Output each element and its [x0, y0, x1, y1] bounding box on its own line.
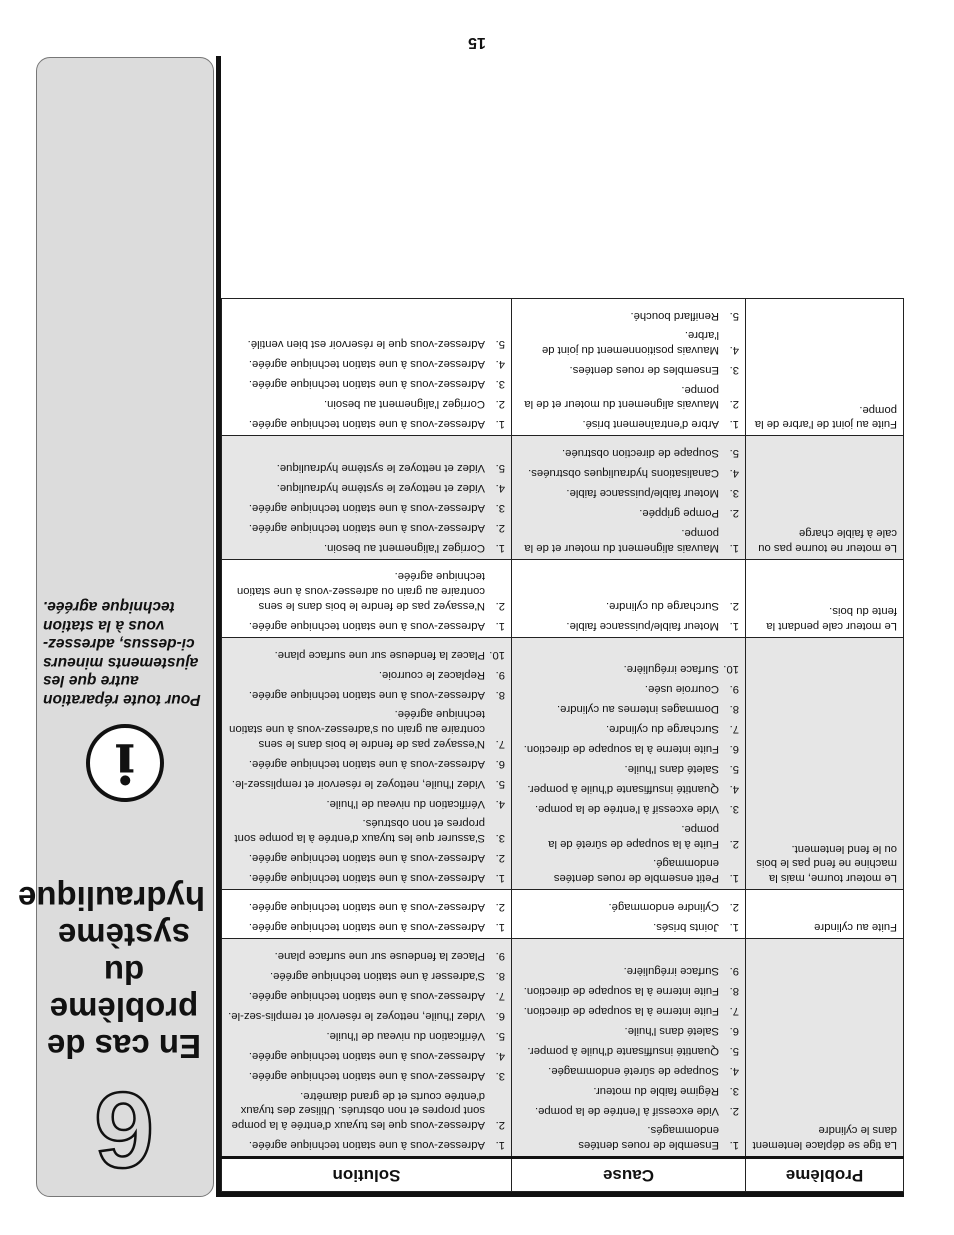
- solution-item-number: 2.: [495, 599, 505, 612]
- solution-item-text: Adressez-vous que les tuyaux d'entrée à la pompe sont propres et non obstrués. Utilisez des tuyaux d'entrée courts et de grand diamètre.: [231, 1089, 485, 1131]
- cause-item-number: 3.: [729, 363, 739, 376]
- table-row: [222, 637, 904, 889]
- problem-cell: Le moteur cale pendant la fente du bois.: [746, 559, 904, 637]
- cause-item-text: Pompe grippée.: [639, 507, 719, 520]
- cause-item-text: Vide excessif à l'entrée de la pompe.: [534, 1104, 719, 1117]
- cause-item-text: Surcharge du cylindre.: [605, 599, 719, 612]
- table-body: [222, 298, 904, 1157]
- cause-item-number: 4.: [729, 783, 739, 796]
- solution-cell: [222, 436, 512, 559]
- cause-item-text: Ensemble de roues dentées endommagés.: [578, 1124, 719, 1151]
- solution-item-number: 1.: [495, 871, 505, 884]
- solution-item-text: Adressez-vous que le réservoir est bien ventilé.: [247, 338, 485, 351]
- cause-cell: [512, 889, 746, 938]
- cause-item-text: Mauvais positionnement du joint de l'arbre.: [541, 329, 719, 356]
- solution-item: [228, 460, 505, 475]
- cause-item-number: 1.: [729, 619, 739, 632]
- cause-item-text: Cylindre endommagé.: [608, 900, 719, 913]
- cause-item-text: Petit ensemble de roues dentées endommagé.: [553, 857, 719, 884]
- cause-item: [518, 505, 739, 520]
- cause-item: [518, 308, 739, 323]
- solution-item-text: Videz l'huile, nettoyez le réservoir et remplis-sez-le.: [228, 1009, 485, 1022]
- cause-item-text: Vide excessif à l'entrée de la pompe.: [534, 803, 719, 816]
- cause-item-text: Surface irrégulière.: [623, 964, 719, 977]
- cause-item-text: Saleté dans l'huile.: [624, 763, 719, 776]
- cause-item: [518, 416, 739, 431]
- solution-item-number: 5.: [495, 338, 505, 351]
- solution-item-number: 1.: [495, 619, 505, 632]
- information-icon: i: [86, 724, 164, 802]
- solution-item-number: 4.: [495, 481, 505, 494]
- cause-item-number: 2.: [729, 599, 739, 612]
- cause-item-text: Ensembles de roues dentées.: [569, 363, 719, 376]
- cause-item-number: 5.: [729, 309, 739, 322]
- solution-item-number: 1.: [495, 541, 505, 554]
- problem-cell: Le moteur tourne, mais la machine ne fend pas le bois ou le fend lentement.: [746, 637, 904, 889]
- solution-item: [228, 899, 505, 914]
- cause-item-text: Saleté dans l'huile.: [624, 1024, 719, 1037]
- solution-item-text: Adressez-vous à une station technique agréée.: [248, 871, 485, 884]
- table-row: [222, 938, 904, 1157]
- solution-item-text: Adressez-vous à une station technique agréée.: [248, 418, 485, 431]
- cause-item: [518, 1123, 739, 1152]
- solution-item-number: 3.: [495, 831, 505, 844]
- cause-item-number: 5.: [729, 1044, 739, 1057]
- cause-item-text: Fuite interne à la soupape de direction.: [523, 743, 719, 756]
- solution-list: [228, 460, 505, 555]
- solution-item: [228, 480, 505, 495]
- solution-item-number: 5.: [495, 461, 505, 474]
- chapter-title: En cas de problème du système hydraulique: [17, 880, 205, 1065]
- solution-item-number: 3.: [495, 1069, 505, 1082]
- cause-item-number: 5.: [729, 763, 739, 776]
- solution-item-number: 6.: [495, 1009, 505, 1022]
- solution-item-text: Adressez-vous à une station technique agréée.: [248, 521, 485, 534]
- cause-item-text: Surface irrégulière.: [623, 663, 719, 676]
- solution-cell: [222, 637, 512, 889]
- cause-item: [518, 781, 739, 796]
- cause-cell: [512, 298, 746, 436]
- cause-item-number: 4.: [729, 1064, 739, 1077]
- solution-item: [228, 968, 505, 983]
- cause-item-number: 1.: [729, 541, 739, 554]
- solution-list: [228, 336, 505, 431]
- cause-item-text: Quantité insuffisante d'huile à pomper.: [527, 783, 719, 796]
- solution-item-text: Adressez-vous à une station technique agréée.: [248, 989, 485, 1002]
- cause-item-number: 7.: [729, 1004, 739, 1017]
- solution-item-text: Adressez-vous à une station technique agréée.: [248, 1139, 485, 1151]
- solution-item: [228, 816, 505, 845]
- solution-item-text: Placez la fendeuse sur une surface plane.: [274, 648, 485, 661]
- cause-item-number: 2.: [729, 837, 739, 850]
- solution-item-number: 8.: [495, 969, 505, 982]
- solution-item-number: 7.: [495, 737, 505, 750]
- solution-item: [228, 336, 505, 351]
- solution-item-text: Adressez-vous à une station technique agréée.: [248, 378, 485, 391]
- solution-item: [228, 667, 505, 682]
- solution-item: [228, 500, 505, 515]
- cause-item-text: Surcharge du cylindre.: [605, 723, 719, 736]
- solution-item-number: 2.: [495, 521, 505, 534]
- cause-list: [518, 963, 739, 1152]
- solution-item-number: 2.: [495, 1119, 505, 1131]
- solution-item-number: 5.: [495, 1029, 505, 1042]
- cause-item-text: Dommages internes au cylindre.: [557, 703, 719, 716]
- solution-list: [228, 647, 505, 885]
- cause-item-number: 8.: [729, 703, 739, 716]
- solution-item: [228, 707, 505, 751]
- cause-list: [518, 598, 739, 633]
- table-row: [222, 436, 904, 559]
- cause-item-text: Fuite interne à la soupape de direction.: [523, 984, 719, 997]
- cause-item-text: Courroie usée.: [644, 683, 719, 696]
- cause-item: [518, 681, 739, 696]
- solution-item: [228, 1048, 505, 1063]
- cause-item: [518, 1063, 739, 1078]
- solution-item: [228, 416, 505, 431]
- solution-item: [228, 687, 505, 702]
- cause-item: [518, 1083, 739, 1098]
- solution-item: [228, 647, 505, 662]
- cause-cell: [512, 436, 746, 559]
- cause-item-text: Mauvais alignement du moteur et de la pompe.: [524, 526, 719, 554]
- cause-item-text: Mauvais alignement du moteur et de la pompe.: [524, 383, 719, 411]
- table-header-row: [222, 1158, 904, 1192]
- cause-item: [518, 963, 739, 978]
- solution-item: [228, 919, 505, 934]
- cause-item-number: 5.: [729, 447, 739, 460]
- solution-item-text: Adressez-vous à une station technique agréée.: [248, 920, 485, 933]
- cause-item: [518, 1103, 739, 1118]
- cause-item-number: 3.: [729, 803, 739, 816]
- cause-item-number: 4.: [729, 343, 739, 356]
- cause-item-number: 2.: [729, 1104, 739, 1117]
- table-row: [222, 559, 904, 637]
- header-solution: Solution: [222, 1158, 512, 1192]
- cause-item-text: Fuite interne à la soupape de direction.: [523, 1004, 719, 1017]
- solution-item-number: 2.: [495, 851, 505, 864]
- cause-item: [518, 618, 739, 633]
- solution-item: [228, 756, 505, 771]
- solution-item-number: 1.: [495, 418, 505, 431]
- header-problem: Problème: [746, 1158, 904, 1192]
- solution-item-number: 1.: [495, 1139, 505, 1151]
- solution-list: [228, 569, 505, 633]
- cause-item: [518, 465, 739, 480]
- chapter-number: 6: [93, 1070, 155, 1191]
- solution-item: [228, 988, 505, 1003]
- solution-item-text: Adressez-vous à une station technique agréée.: [248, 757, 485, 770]
- cause-item-text: Joints brisés.: [653, 920, 719, 933]
- cause-item-text: Fuite à la soupape de sûreté de la pompe.: [548, 822, 719, 850]
- solution-item: [228, 1028, 505, 1043]
- cause-item: [518, 1023, 739, 1038]
- cause-item-text: Reniflard bouché.: [630, 309, 719, 322]
- table-row: [222, 889, 904, 938]
- solution-item-text: Vérification du niveau de l'huile.: [326, 1029, 485, 1042]
- cause-item: [518, 856, 739, 885]
- solution-item-number: 1.: [495, 920, 505, 933]
- cause-item: [518, 801, 739, 816]
- cause-item: [518, 328, 739, 357]
- solution-item-text: Adressez-vous à une station technique agréée.: [248, 900, 485, 913]
- solution-item-number: 4.: [495, 1049, 505, 1062]
- problem-cell: La tige se déplace lentement dans le cylindre: [746, 938, 904, 1157]
- solution-item-number: 8.: [495, 688, 505, 701]
- cause-item-text: Canalisations hydrauliques obstruées.: [528, 467, 719, 480]
- cause-item: [518, 919, 739, 934]
- solution-cell: [222, 298, 512, 436]
- solution-item-number: 6.: [495, 757, 505, 770]
- cause-item-number: 3.: [729, 487, 739, 500]
- cause-cell: [512, 637, 746, 889]
- cause-item-number: 1.: [729, 418, 739, 431]
- solution-cell: [222, 559, 512, 637]
- header-cause: Cause: [512, 1158, 746, 1192]
- solution-item-text: N'essayez pas de fendre le bois dans le sens contraire au grain ou s'adressez-vous à une station technique agréée.: [229, 708, 485, 750]
- cause-item-number: 6.: [729, 743, 739, 756]
- solution-list: [228, 899, 505, 934]
- cause-item-number: 2.: [729, 900, 739, 913]
- solution-item-number: 2.: [495, 900, 505, 913]
- cause-item-text: Moteur faible/puissance faible.: [566, 619, 719, 632]
- cause-item: [518, 362, 739, 377]
- solution-item-number: 3.: [495, 378, 505, 391]
- cause-item-text: Régime faible du moteur.: [593, 1084, 719, 1097]
- solution-list: [228, 948, 505, 1152]
- cause-cell: [512, 938, 746, 1157]
- solution-item-text: Adressez-vous à une station technique agréée.: [248, 1069, 485, 1082]
- solution-item: [228, 1068, 505, 1083]
- solution-item: [228, 1008, 505, 1023]
- cause-item-number: 1.: [729, 920, 739, 933]
- cause-item-text: Quantité insuffisante d'huile à pomper.: [527, 1044, 719, 1057]
- solution-item-text: Corrigez l'alignement au besoin.: [323, 398, 485, 411]
- cause-cell: [512, 559, 746, 637]
- solution-item: [228, 520, 505, 535]
- cause-item: [518, 598, 739, 613]
- cause-item: [518, 1043, 739, 1058]
- problem-cell: Le moteur ne tourne pas ou cale à faible charge: [746, 436, 904, 559]
- solution-item-text: Videz l'huile, nettoyez le réservoir et remplissez-le.: [231, 777, 485, 790]
- cause-item: [518, 701, 739, 716]
- solution-item: [228, 356, 505, 371]
- solution-item-text: Adressez-vous à une station technique agréée.: [248, 1049, 485, 1062]
- solution-item: [228, 1137, 505, 1152]
- solution-item-text: Replacez le courroie.: [378, 668, 485, 681]
- cause-item: [518, 525, 739, 554]
- solution-item-number: 5.: [495, 777, 505, 790]
- cause-item-number: 2.: [729, 507, 739, 520]
- cause-item-number: 7.: [729, 723, 739, 736]
- solution-item-text: Adressez-vous à une station technique agréée.: [248, 688, 485, 701]
- solution-item-text: Vérification du niveau de l'huile.: [326, 797, 485, 810]
- problem-cell: Fuite au cylindre: [746, 889, 904, 938]
- cause-item-text: Soupape de sûreté endommagée.: [548, 1064, 719, 1077]
- cause-item: [518, 821, 739, 850]
- cause-list: [518, 661, 739, 885]
- cause-list: [518, 445, 739, 554]
- solution-item-number: 9.: [495, 949, 505, 962]
- cause-item-number: 2.: [729, 398, 739, 411]
- cause-item-number: 10.: [723, 663, 739, 676]
- cause-item: [518, 721, 739, 736]
- cause-item-number: 1.: [729, 871, 739, 884]
- solution-item-number: 2.: [495, 398, 505, 411]
- cause-item-number: 8.: [729, 984, 739, 997]
- cause-item: [518, 445, 739, 460]
- solution-item-number: 4.: [495, 797, 505, 810]
- solution-item-text: Adressez-vous à une station technique agréée.: [248, 619, 485, 632]
- page-number: 15: [468, 34, 486, 51]
- solution-item-text: Videz et nettoyez le système hydraulique.: [276, 481, 485, 494]
- solution-item-number: 9.: [495, 668, 505, 681]
- cause-item: [518, 1003, 739, 1018]
- cause-item: [518, 661, 739, 676]
- solution-item-number: 4.: [495, 358, 505, 371]
- solution-item: [228, 569, 505, 613]
- solution-item-text: Videz et nettoyez le système hydraulique.: [276, 461, 485, 474]
- cause-item-number: 1.: [729, 1139, 739, 1151]
- solution-item-text: Adressez-vous à une station technique agréée.: [248, 358, 485, 371]
- solution-item-text: S'adresser à une station technique agréée.: [269, 969, 485, 982]
- solution-item: [228, 850, 505, 865]
- cause-item: [518, 761, 739, 776]
- cause-item-text: Soupape de direction obstruée.: [561, 447, 719, 460]
- troubleshooting-table: [221, 298, 904, 1192]
- problem-cell: Fuite au joint de l'arbre de la pompe.: [746, 298, 904, 436]
- repair-note: Pour toute réparation autre que les ajustements mineurs ci-dessus, adressez-vous à la station technique agréée.: [43, 598, 201, 708]
- solution-item: [228, 796, 505, 811]
- solution-item-number: 7.: [495, 989, 505, 1002]
- solution-item: [228, 376, 505, 391]
- solution-item-text: N'essayez pas de fendre le bois dans le sens contraire au grain ou adressez-vous à une station technique agréée.: [236, 570, 485, 612]
- cause-item: [518, 899, 739, 914]
- cause-item-text: Moteur faible/puissance faible.: [566, 487, 719, 500]
- solution-item: [228, 540, 505, 555]
- solution-item-text: S'assurer que les tuyaux d'entrée à la pompe sont propres et non obstrués.: [234, 817, 485, 844]
- cause-item: [518, 741, 739, 756]
- cause-list: [518, 899, 739, 934]
- cause-item-number: 3.: [729, 1084, 739, 1097]
- solution-item: [228, 948, 505, 963]
- solution-item: [228, 618, 505, 633]
- solution-item-number: 3.: [495, 501, 505, 514]
- solution-item-text: Placez la fendeuse sur une surface plane.: [274, 949, 485, 962]
- solution-item: [228, 396, 505, 411]
- solution-item: [228, 870, 505, 885]
- solution-item: [228, 776, 505, 791]
- cause-item-number: 4.: [729, 467, 739, 480]
- solution-item-number: 10.: [489, 648, 505, 661]
- solution-item-text: Adressez-vous à une station technique agréée.: [248, 501, 485, 514]
- solution-cell: [222, 889, 512, 938]
- table-row: [222, 298, 904, 436]
- solution-item-text: Adressez-vous à une station technique agréée.: [248, 851, 485, 864]
- solution-cell: [222, 938, 512, 1157]
- cause-item: [518, 382, 739, 411]
- solution-item-text: Corrigez l'alignement au besoin.: [323, 541, 485, 554]
- cause-item-number: 6.: [729, 1024, 739, 1037]
- cause-list: [518, 308, 739, 432]
- chapter-sidebar: [17, 57, 214, 1197]
- cause-item: [518, 485, 739, 500]
- cause-item-text: Arbre d'entraînement brisé.: [582, 418, 719, 431]
- cause-item-number: 9.: [729, 964, 739, 977]
- solution-item: [228, 1088, 505, 1132]
- cause-item-number: 9.: [729, 683, 739, 696]
- cause-item: [518, 983, 739, 998]
